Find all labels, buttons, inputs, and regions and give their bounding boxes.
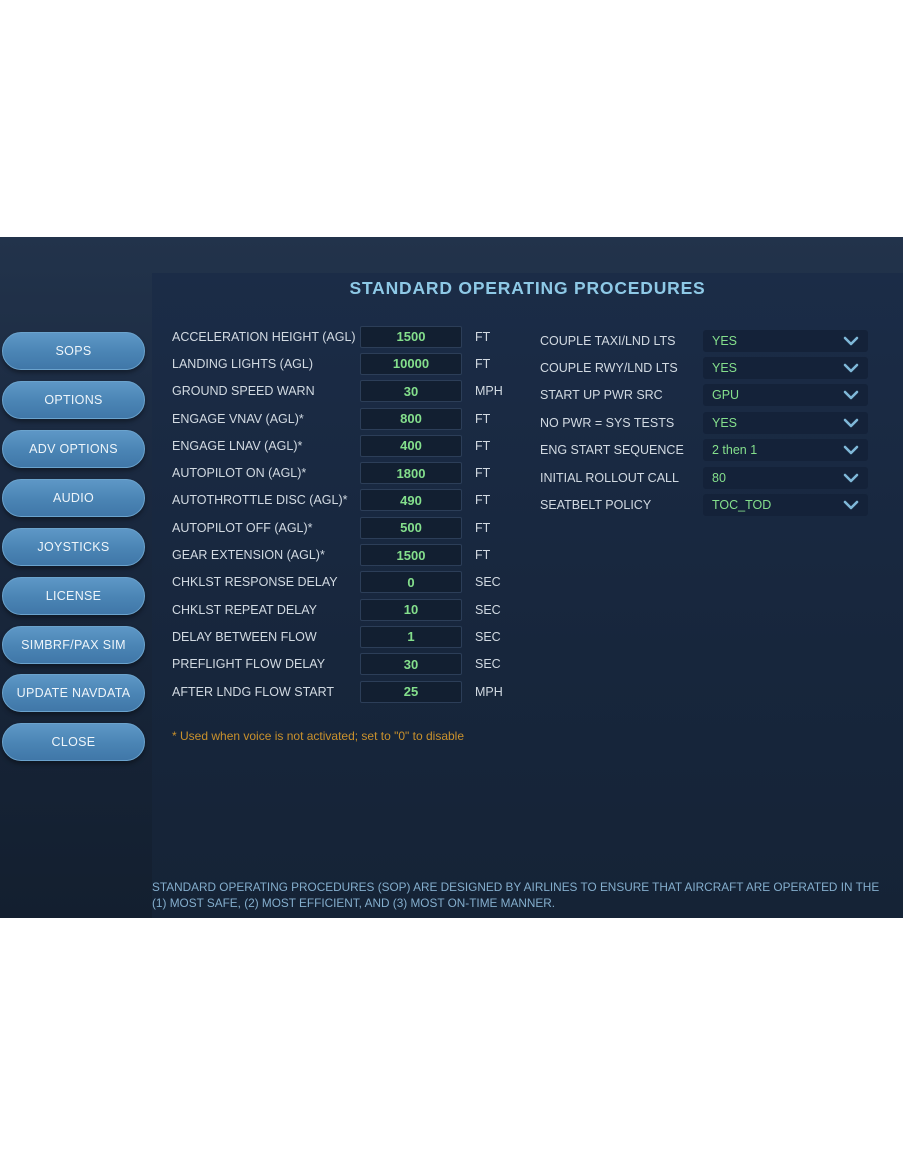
initial-rollout-call-select[interactable] bbox=[703, 467, 868, 489]
chevron-down-icon bbox=[843, 473, 859, 483]
sidebar-button-update-navdata[interactable]: UPDATE NAVDATA bbox=[2, 674, 145, 712]
setting-row bbox=[172, 678, 503, 705]
setting-label: PREFLIGHT FLOW DELAY bbox=[172, 657, 326, 672]
setting-unit: FT bbox=[475, 329, 491, 344]
dropdown-value: YES bbox=[712, 415, 738, 430]
dropdown-label: SEATBELT POLICY bbox=[540, 498, 652, 513]
dropdown-label: COUPLE TAXI/LND LTS bbox=[540, 333, 676, 348]
setting-row bbox=[172, 405, 503, 432]
dropdown-row bbox=[540, 354, 868, 381]
dropdown-row bbox=[540, 382, 868, 409]
sidebar-button-close[interactable]: CLOSE bbox=[2, 723, 145, 761]
numeric-settings-column bbox=[172, 323, 503, 705]
sidebar-button-joysticks[interactable]: JOYSTICKS bbox=[2, 528, 145, 566]
dropdown-label: INITIAL ROLLOUT CALL bbox=[540, 470, 679, 485]
dropdown-row bbox=[540, 437, 868, 464]
setting-unit: FT bbox=[475, 548, 491, 563]
sidebar-button-options[interactable]: OPTIONS bbox=[2, 381, 145, 419]
preflight-flow-delay-input[interactable] bbox=[360, 653, 462, 675]
autothrottle-disc-input[interactable] bbox=[360, 489, 462, 511]
sop-settings-panel bbox=[0, 237, 903, 918]
dropdown-label: COUPLE RWY/LND LTS bbox=[540, 361, 678, 376]
setting-label: GROUND SPEED WARN bbox=[172, 384, 315, 399]
chevron-down-icon bbox=[843, 445, 859, 455]
setting-label: AUTOPILOT OFF (AGL)* bbox=[172, 520, 313, 535]
setting-label: AFTER LNDG FLOW START bbox=[172, 684, 335, 699]
setting-unit: MPH bbox=[475, 684, 503, 699]
ground-speed-warn-input[interactable] bbox=[360, 380, 462, 402]
dropdown-value: YES bbox=[712, 361, 738, 376]
setting-label: ACCELERATION HEIGHT (AGL) bbox=[172, 329, 356, 344]
setting-unit: SEC bbox=[475, 657, 501, 672]
setting-row bbox=[172, 651, 503, 678]
setting-row bbox=[172, 432, 503, 459]
dropdown-settings-column bbox=[540, 327, 868, 519]
setting-label: GEAR EXTENSION (AGL)* bbox=[172, 548, 325, 563]
setting-row bbox=[172, 623, 503, 650]
seatbelt-policy-select[interactable] bbox=[703, 494, 868, 516]
setting-label: ENGAGE LNAV (AGL)* bbox=[172, 438, 303, 453]
delay-between-flow-input[interactable] bbox=[360, 626, 462, 648]
sidebar-button-adv-options[interactable]: ADV OPTIONS bbox=[2, 430, 145, 468]
setting-unit: SEC bbox=[475, 575, 501, 590]
dropdown-row bbox=[540, 327, 868, 354]
eng-start-sequence-select[interactable] bbox=[703, 439, 868, 461]
setting-unit: SEC bbox=[475, 602, 501, 617]
setting-unit: MPH bbox=[475, 384, 503, 399]
autopilot-off-input[interactable] bbox=[360, 517, 462, 539]
setting-unit: FT bbox=[475, 411, 491, 426]
dropdown-row bbox=[540, 464, 868, 491]
setting-row bbox=[172, 350, 503, 377]
setting-row bbox=[172, 323, 503, 350]
setting-unit: FT bbox=[475, 438, 491, 453]
setting-row bbox=[172, 487, 503, 514]
dropdown-value: TOC_TOD bbox=[712, 498, 772, 513]
dropdown-value: YES bbox=[712, 333, 738, 348]
dropdown-row bbox=[540, 409, 868, 436]
dropdown-value: 80 bbox=[712, 470, 726, 485]
start-up-pwr-src-select[interactable] bbox=[703, 384, 868, 406]
gear-extension-input[interactable] bbox=[360, 544, 462, 566]
setting-row bbox=[172, 596, 503, 623]
setting-label: CHKLST REPEAT DELAY bbox=[172, 602, 317, 617]
chevron-down-icon bbox=[843, 390, 859, 400]
engage-lnav-input[interactable] bbox=[360, 435, 462, 457]
acceleration-height-input[interactable] bbox=[360, 326, 462, 348]
engage-vnav-input[interactable] bbox=[360, 408, 462, 430]
chklst-repeat-delay-input[interactable] bbox=[360, 599, 462, 621]
setting-unit: FT bbox=[475, 520, 491, 535]
dropdown-label: START UP PWR SRC bbox=[540, 388, 663, 403]
setting-label: AUTOPILOT ON (AGL)* bbox=[172, 466, 307, 481]
sidebar-button-simbrf-pax-sim[interactable]: SIMBRF/PAX SIM bbox=[2, 626, 145, 664]
sidebar-button-license[interactable]: LICENSE bbox=[2, 577, 145, 615]
dropdown-value: 2 then 1 bbox=[712, 443, 758, 458]
sidebar-button-sops[interactable]: SOPS bbox=[2, 332, 145, 370]
setting-label: DELAY BETWEEN FLOW bbox=[172, 629, 317, 644]
chevron-down-icon bbox=[843, 418, 859, 428]
voice-footnote: * Used when voice is not activated; set to "0" to disable bbox=[172, 729, 465, 743]
setting-row bbox=[172, 541, 503, 568]
setting-label: AUTOTHROTTLE DISC (AGL)* bbox=[172, 493, 348, 508]
dropdown-label: ENG START SEQUENCE bbox=[540, 443, 684, 458]
no-pwr-sys-tests-select[interactable] bbox=[703, 412, 868, 434]
setting-row bbox=[172, 514, 503, 541]
sidebar-button-audio[interactable]: AUDIO bbox=[2, 479, 145, 517]
setting-row bbox=[172, 569, 503, 596]
dropdown-row bbox=[540, 491, 868, 518]
content-panel bbox=[152, 273, 903, 918]
after-lndg-flow-start-input[interactable] bbox=[360, 681, 462, 703]
setting-label: LANDING LIGHTS (AGL) bbox=[172, 356, 313, 371]
setting-row bbox=[172, 459, 503, 486]
setting-unit: FT bbox=[475, 466, 491, 481]
dropdown-value: GPU bbox=[712, 388, 740, 403]
setting-unit: FT bbox=[475, 493, 491, 508]
setting-label: CHKLST RESPONSE DELAY bbox=[172, 575, 338, 590]
page-title: STANDARD OPERATING PROCEDURES bbox=[349, 278, 706, 298]
couple-rwy-lnd-lts-select[interactable] bbox=[703, 357, 868, 379]
sop-description: STANDARD OPERATING PROCEDURES (SOP) ARE DESIGNED BY AIRLINES TO ENSURE THAT AIRCRAFT ARE OPERATED IN THE (1) MOST SAFE, (2) MOST EFFICIENT, AND (3) MOST ON-TIME MANNER. bbox=[152, 880, 880, 910]
setting-label: ENGAGE VNAV (AGL)* bbox=[172, 411, 304, 426]
chevron-down-icon bbox=[843, 500, 859, 510]
setting-unit: SEC bbox=[475, 629, 501, 644]
landing-lights-input[interactable] bbox=[360, 353, 462, 375]
chevron-down-icon bbox=[843, 336, 859, 346]
setting-row bbox=[172, 378, 503, 405]
couple-taxi-lnd-lts-select[interactable] bbox=[703, 330, 868, 352]
autopilot-on-input[interactable] bbox=[360, 462, 462, 484]
chklst-response-delay-input[interactable] bbox=[360, 571, 462, 593]
setting-unit: FT bbox=[475, 356, 491, 371]
dropdown-label: NO PWR = SYS TESTS bbox=[540, 415, 675, 430]
chevron-down-icon bbox=[843, 363, 859, 373]
